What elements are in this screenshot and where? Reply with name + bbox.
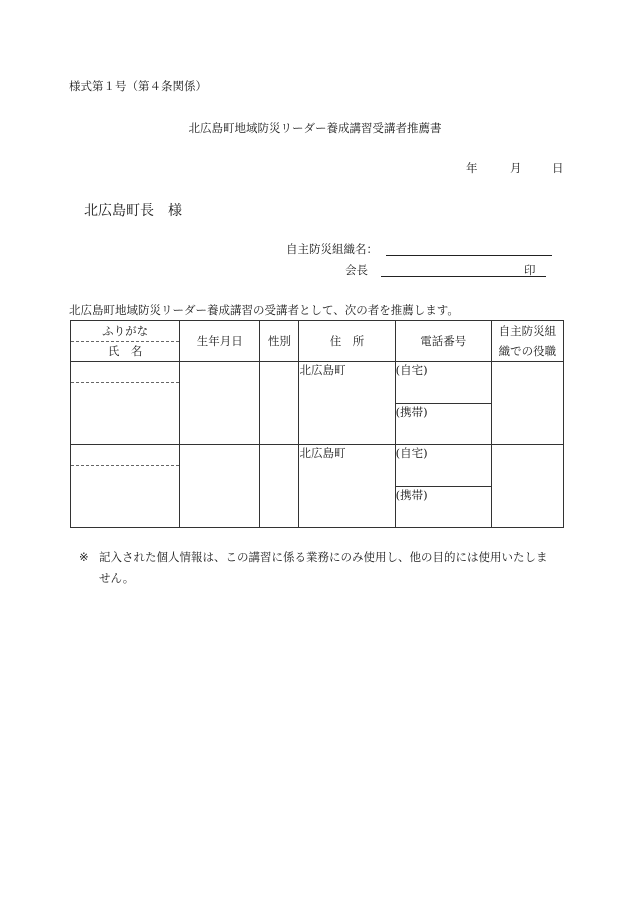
- table-row: [71, 445, 564, 487]
- seal-mark: 印: [524, 263, 536, 277]
- header-phone: 電話番号: [395, 321, 491, 362]
- applicant-name-cell[interactable]: [71, 445, 180, 528]
- header-role: [491, 321, 563, 362]
- header-birthdate: 生年月日: [180, 321, 260, 362]
- header-role-line1: 自主防災組: [498, 324, 557, 338]
- intro-text: 北広島町地域防災リーダー養成講習の受講者として、次の者を推薦します。: [69, 303, 459, 317]
- header-name-cell: [71, 321, 180, 362]
- date-month-field[interactable]: 月: [510, 161, 522, 175]
- home-phone-label: (自宅): [395, 363, 428, 377]
- furigana-field[interactable]: [71, 445, 179, 466]
- header-gender: 性別: [260, 321, 299, 362]
- form-number: 様式第１号（第４条関係）: [69, 79, 207, 93]
- applicant-name-cell[interactable]: [71, 362, 180, 445]
- gender-field[interactable]: [260, 362, 299, 445]
- date-day-field[interactable]: 日: [552, 161, 564, 175]
- address-prefix: 北広島町: [299, 363, 346, 377]
- address-field[interactable]: [299, 362, 395, 445]
- furigana-field[interactable]: [71, 362, 179, 383]
- document-title: 北広島町地域防災リーダー養成講習受講者推薦書: [188, 121, 442, 135]
- role-field[interactable]: [491, 362, 563, 445]
- date-line: [466, 160, 564, 176]
- president-label: 会長: [345, 263, 368, 277]
- mobile-phone-field[interactable]: [395, 486, 491, 528]
- date-year-field[interactable]: 年: [466, 161, 478, 175]
- header-name: 氏 名: [107, 344, 143, 358]
- table-row: [71, 362, 564, 404]
- address-field[interactable]: [299, 445, 395, 528]
- applicant-table: [70, 320, 564, 528]
- birthdate-field[interactable]: [180, 362, 260, 445]
- table-header-row: [71, 321, 564, 362]
- note-line-1: 記入された個人情報は、この講習に係る業務にのみ使用し、他の目的には使用いたしま: [99, 550, 548, 564]
- role-field[interactable]: [491, 445, 563, 528]
- organization-label: 自主防災組織名：: [286, 242, 378, 256]
- mobile-phone-field[interactable]: [395, 403, 491, 445]
- home-phone-label: (自宅): [395, 446, 428, 460]
- mobile-phone-label: (携帯): [395, 487, 428, 502]
- header-furigana: ふりがな: [71, 321, 179, 342]
- recipient: 北広島町長 様: [84, 203, 182, 219]
- organization-name-field[interactable]: [386, 255, 552, 256]
- header-role-line2: 織での役職: [498, 344, 557, 358]
- home-phone-field[interactable]: [395, 362, 491, 404]
- mobile-phone-label: (携帯): [395, 404, 428, 419]
- home-phone-field[interactable]: [395, 445, 491, 487]
- address-prefix: 北広島町: [299, 446, 346, 460]
- note-line-2: せん。: [99, 571, 135, 585]
- gender-field[interactable]: [260, 445, 299, 528]
- president-name-field[interactable]: [381, 276, 546, 277]
- birthdate-field[interactable]: [180, 445, 260, 528]
- note-mark: ※: [79, 550, 89, 564]
- header-address: 住 所: [299, 321, 395, 362]
